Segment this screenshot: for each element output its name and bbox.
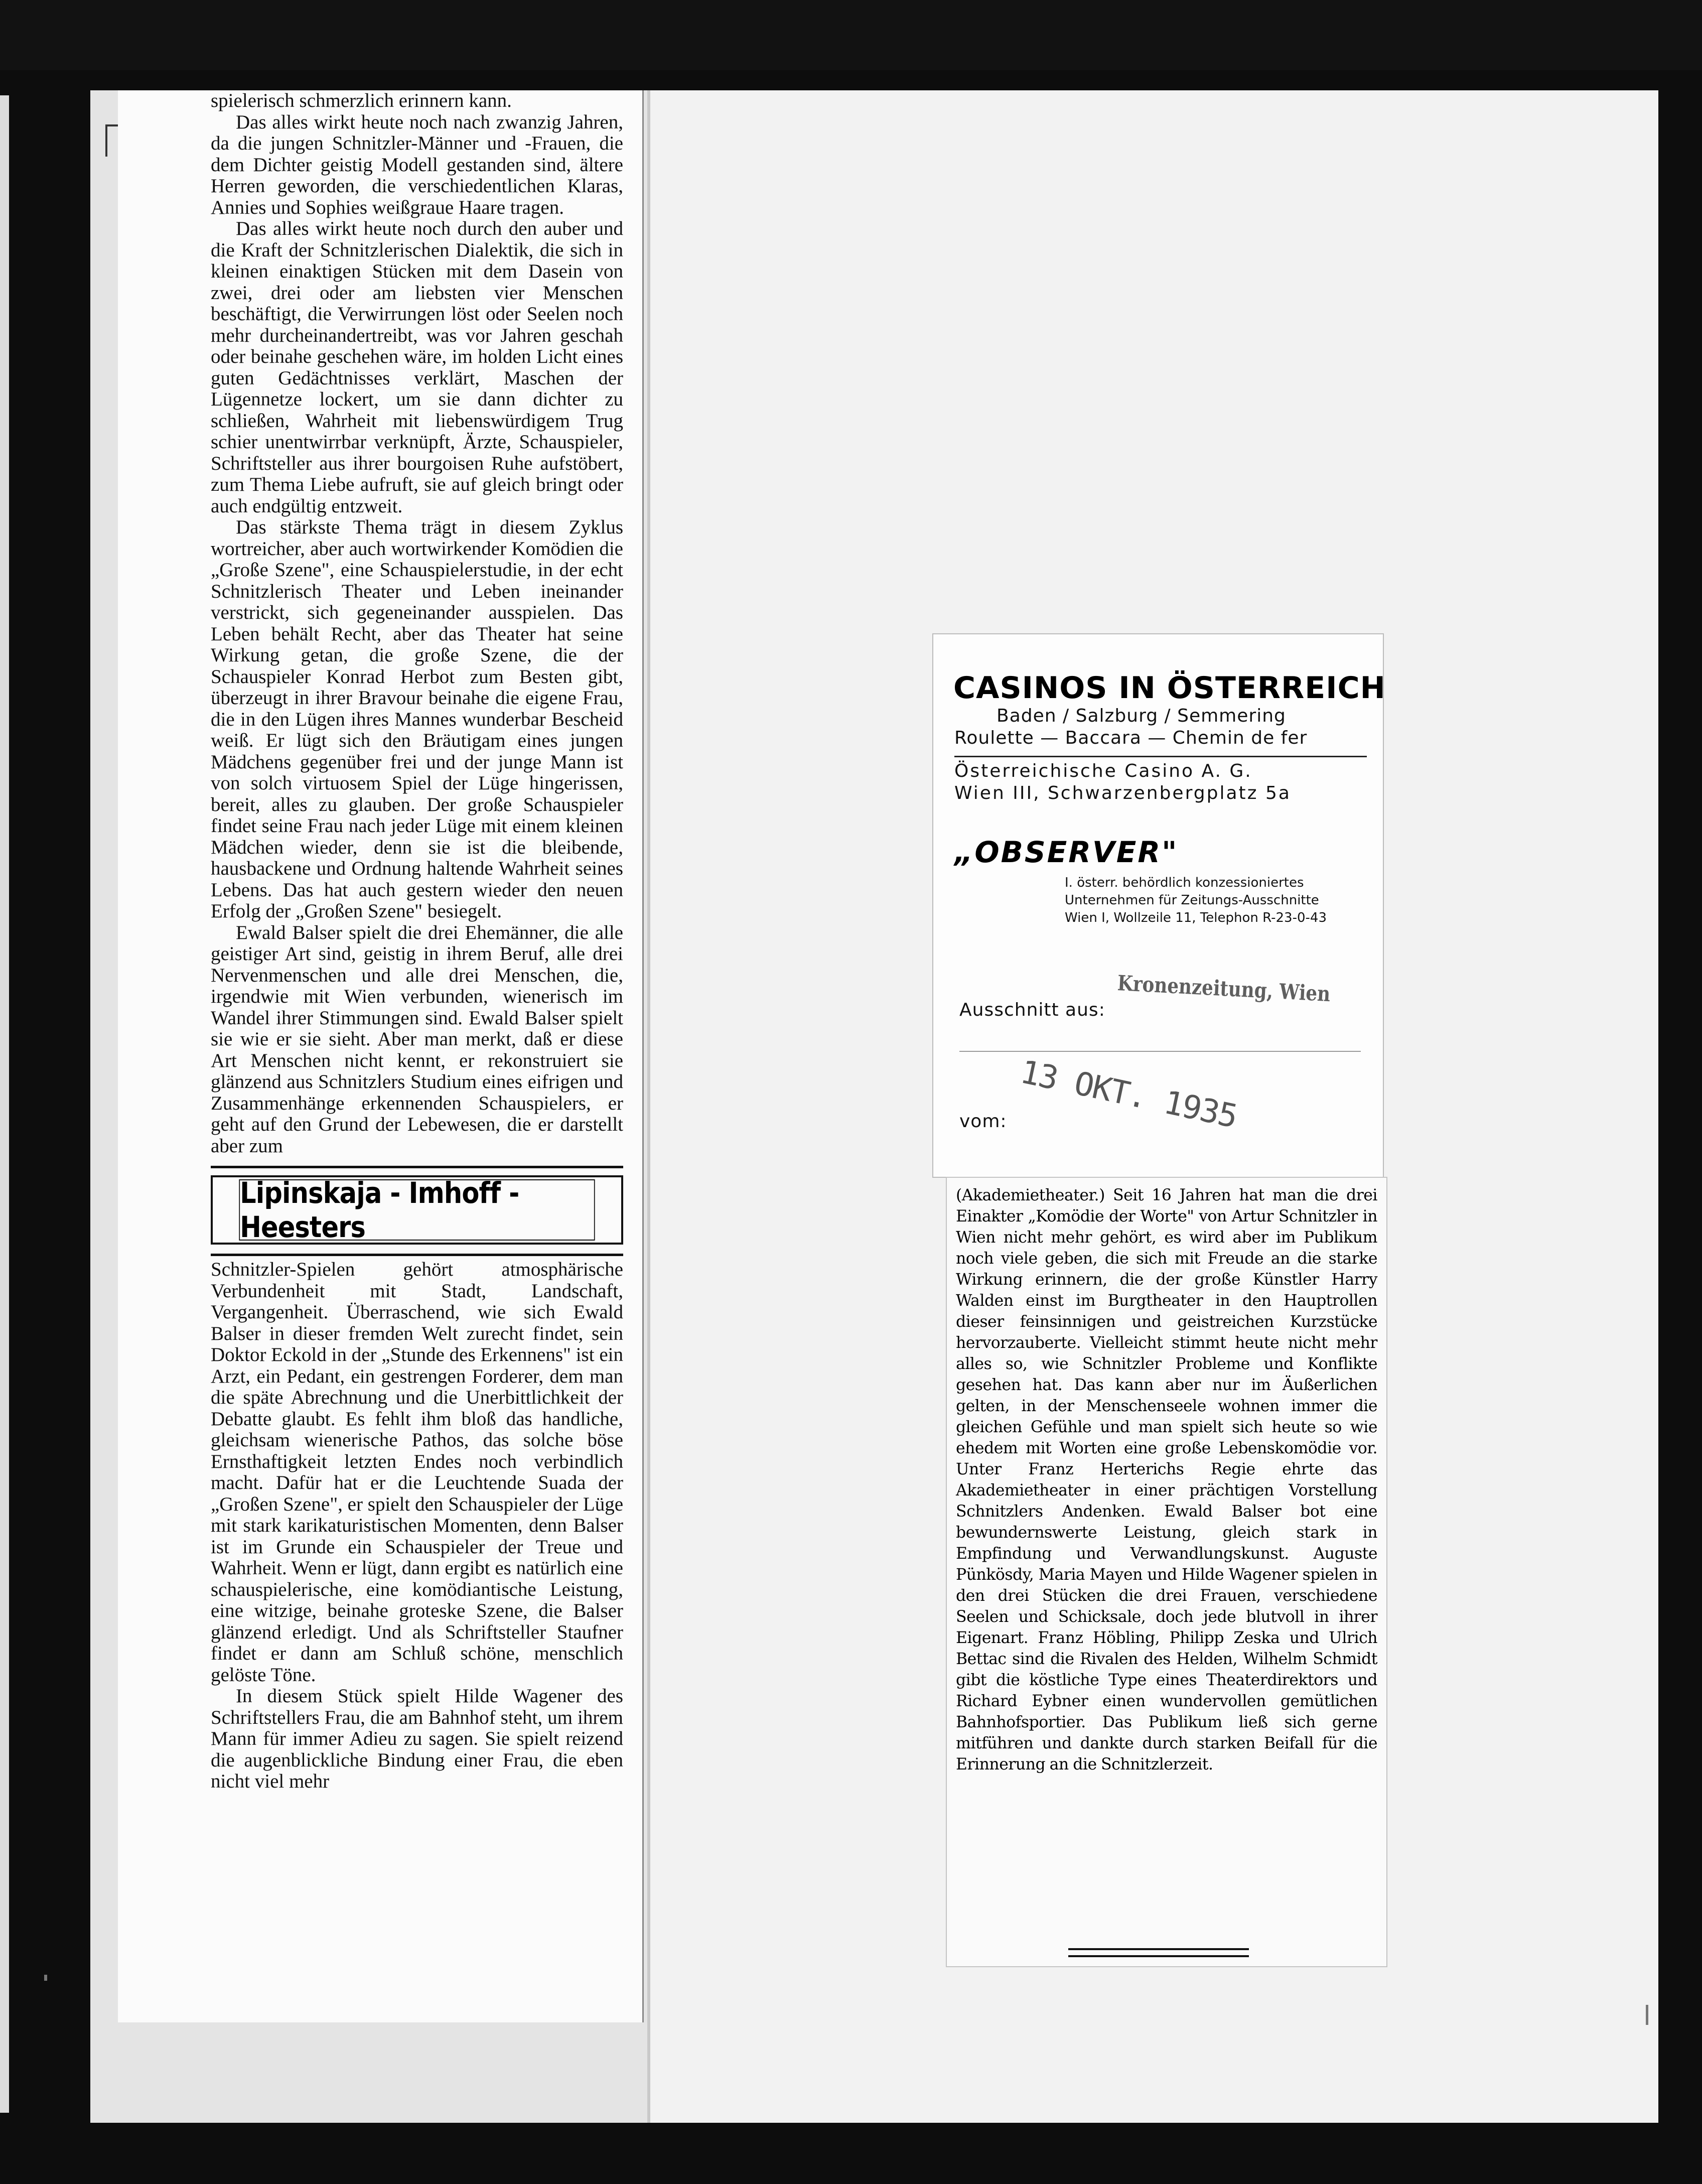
card-company: Österreichische Casino A. G. bbox=[954, 761, 1252, 781]
card-divider bbox=[954, 756, 1367, 757]
film-speck bbox=[1646, 2005, 1648, 2025]
observer-line: Unternehmen für Zeitungs-Ausschnitte bbox=[1065, 893, 1319, 908]
headline-rule-top bbox=[211, 1166, 623, 1168]
date-stamp: 13 OKT. 1935 bbox=[1017, 1053, 1240, 1136]
card-title: CASINOS IN ÖSTERREICH bbox=[953, 670, 1386, 706]
article-clipping bbox=[118, 90, 644, 2022]
article-paragraph: Das alles wirkt heute noch durch den auber und die Kraft der Schnitzlerischen Dialektik, die sich in kleinen einaktigen Stücken mit dem Dasein von zwei, drei oder am liebsten vier Menschen beschäftigt, die Verwirrungen löst oder Seelen noch mehr durcheinandertreibt, was vor Jahren geschah oder beinahe geschehen wäre, im holden Licht eines guten Gedächtnisses verklärt, Maschen der Lügennetze lockert, um sie dann dichter zu schließen, Wahrheit mit liebenswürdigem Trug schier unentwirrbar verknüpft, Ärzte, Schauspieler, Schriftsteller aus ihrer bourgoisen Ruhe aufstöbert, zum Thema Liebe aufruft, sie auf gleich bringt oder auch endgültig entzweit. bbox=[211, 218, 623, 517]
article-paragraph: In diesem Stück spielt Hilde Wagener des Schriftstellers Frau, die am Bahnhof steht, um ihrem Mann für immer Adieu zu sagen. Sie spielt reizend die augenblickliche Bindung einer Frau, die eben nicht viel mehr bbox=[211, 1685, 623, 1792]
article-headline-box bbox=[211, 1175, 623, 1245]
article-body-bottom bbox=[118, 1259, 642, 1793]
article-paragraph: Das stärkste Thema trägt in diesem Zyklus wortreicher, aber auch wortwirkender Komödien die „Große Szene", eine Schauspielerstudie, in der echt Schnitzlerisch Theater und Leben ineinander verstrickt, sich gegeneinander ausspielen. Das Leben behält Recht, aber das Theater hat seine Wirkung getan, die große Szene, die der Schauspieler Konrad Herbot zum Besten gibt, überzeugt in ihrer Bravour beinahe die eigene Frau, die in den Lügen ihres Mannes wunderbar Bescheid weiß. Er lügt sich den Bräutigam eines jungen Mädchens gegenüber frei und der junge Mann ist von solch virtuosem Spiel der Lüge hingerissen, bereit, alles zu glauben. Der große Schauspieler findet seine Frau nach jeder Lüge mit einem kleinen Mädchen wieder, denn sie ist die bleibende, hausbackene und Ordnung haltende Wahrheit seines Lebens. Das hat auch gestern wieder den neuen Erfolg der „Großen Szene" besiegelt. bbox=[211, 516, 623, 922]
observer-card bbox=[932, 633, 1384, 1178]
article-paragraph: Schnitzler-Spielen gehört atmosphärische Verbundenheit mit Stadt, Landschaft, Vergangenheit. Überraschend, wie sich Ewald Balser in dieser fremden Welt zurecht findet, sein Doktor Eckold in der „Stunde des Erkennens" ist ein Arzt, ein Pedant, ein gestrengen Forderer, dem man die späte Abrechnung und die Unerbittlichkeit der Debatte glaubt. Es fehlt ihm bloß das handliche, gleichsam wienerische Pathos, das solche böse Ernsthaftigkeit letzten Endes noch verbindlich macht. Dafür hat er die Leuchtende Suada der „Großen Szene", er spielt den Schauspieler der Lüge mit stark karikaturistischen Momenten, denn Balser ist im Grunde ein Schauspieler der Treue und Wahrheit. Wenn er lügt, dann ergibt es natürlich eine schauspielerische, eine komödiantische Leistung, eine witzige, beinahe groteske Szene, die Balser glänzend erledigt. Und als Schriftsteller Staufner findet er dann am Schluß schöne, menschlich gelöste Töne. bbox=[211, 1259, 623, 1686]
card-games: Roulette — Baccara — Chemin de fer bbox=[954, 728, 1308, 748]
article-body-top bbox=[118, 90, 642, 1157]
review-end-rule bbox=[1068, 1948, 1249, 1957]
observer-title: „OBSERVER" bbox=[954, 835, 1179, 869]
source-stamp: Kronenzeitung, Wien bbox=[1116, 971, 1331, 1007]
article-paragraph: spielerisch schmerzlich erinnern kann. bbox=[211, 90, 512, 111]
observer-line: I. österr. behördlich konzessioniertes bbox=[1065, 875, 1304, 890]
source-label: Ausschnitt aus: bbox=[959, 1000, 1105, 1020]
card-places: Baden / Salzburg / Semmering bbox=[997, 706, 1286, 726]
date-label: vom: bbox=[959, 1111, 1007, 1132]
observer-line: Wien I, Wollzeile 11, Telephon R-23-0-43 bbox=[1065, 910, 1327, 925]
article-headline: Lipinskaja - Imhoff - Heesters bbox=[239, 1179, 595, 1241]
headline-rule-bottom bbox=[211, 1254, 623, 1256]
review-text: (Akademietheater.) Seit 16 Jahren hat man die drei Einakter „Komödie der Worte" von Artur Schnitzler in Wien nicht mehr gehört, es wird aber im Publikum noch viele geben, die sich mit Freude an die starke Wirkung erinnern, die der große Künstler Harry Walden einst im Burgtheater in den Hauptrollen dieser feinsinnigen und geistreichen Kurzstücke hervorzauberte. Vielleicht stimmt heute nicht mehr alles so, wie Schnitzler Probleme und Konflikte gesehen hat. Das kann aber nur im Äußerlichen gelten, in der Menschenseele wohnen immer die gleichen Gefühle und man spielt sich heute so wie ehedem mit Worten eine große Lebenskomödie vor. Unter Franz Herterichs Regie ehrte das Akademietheater in einer prächtigen Vorstellung Schnitzlers Andenken. Ewald Balser bot eine bewundernswerte Leistung, gleich stark in Empfindung und Verwandlungskunst. Auguste Pünkösdy, Maria Mayen und Hilde Wagener spielen in den drei Stücken die drei Frauen, verschiedene Seelen und Schicksale, doch jede blutvoll in ihrer Eigenart. Franz Höbling, Philipp Zeska und Ulrich Bettac sind die Rivalen des Helden, Wilhelm Schmidt gibt die köstliche Type eines Theaterdirektors und Richard Eybner einen wundervollen gemütlichen Bahnhofsportier. Das Publikum ließ sich gerne mitführen und dankte durch starken Beifall für die Erinnerung an die Schnitzlerzeit. bbox=[956, 1186, 1377, 1773]
article-paragraph: Ewald Balser spielt die drei Ehemänner, die alle geistiger Art sind, geistig in ihrem Beruf, alle drei Nervenmenschen und alle drei Menschen, die, irgendwie mit Wien verbunden, wienerisch im Wandel ihrer Stimmungen sind. Ewald Balser spielt sie wie er sie sieht. Aber man merkt, daß er diese Art Menschen nicht kennt, er rekonstruiert sie glänzend aus Schnitzlers Studium eines eifrigen und Zusammenhänge erkennenden Schauspielers, er geht auf den Grund der Lebewesen, die er darstellt aber zum bbox=[211, 921, 623, 1157]
card-fill-line bbox=[959, 1051, 1361, 1052]
review-clipping bbox=[946, 1177, 1387, 1967]
card-address: Wien III, Schwarzenbergplatz 5a bbox=[954, 783, 1291, 803]
film-border-top bbox=[0, 0, 1702, 70]
film-speck bbox=[44, 1975, 47, 1981]
film-border-left bbox=[0, 95, 9, 2113]
fold-line bbox=[647, 90, 650, 2123]
article-paragraph: Das alles wirkt heute noch nach zwanzig Jahren, da die jungen Schnitzler-Männer und -Frauen, die dem Dichter geistig Modell gestanden sind, ältere Herren geworden, die verschiedentlichen Klaras, Annies und Sophies weißgraue Haare tragen. bbox=[211, 111, 623, 218]
